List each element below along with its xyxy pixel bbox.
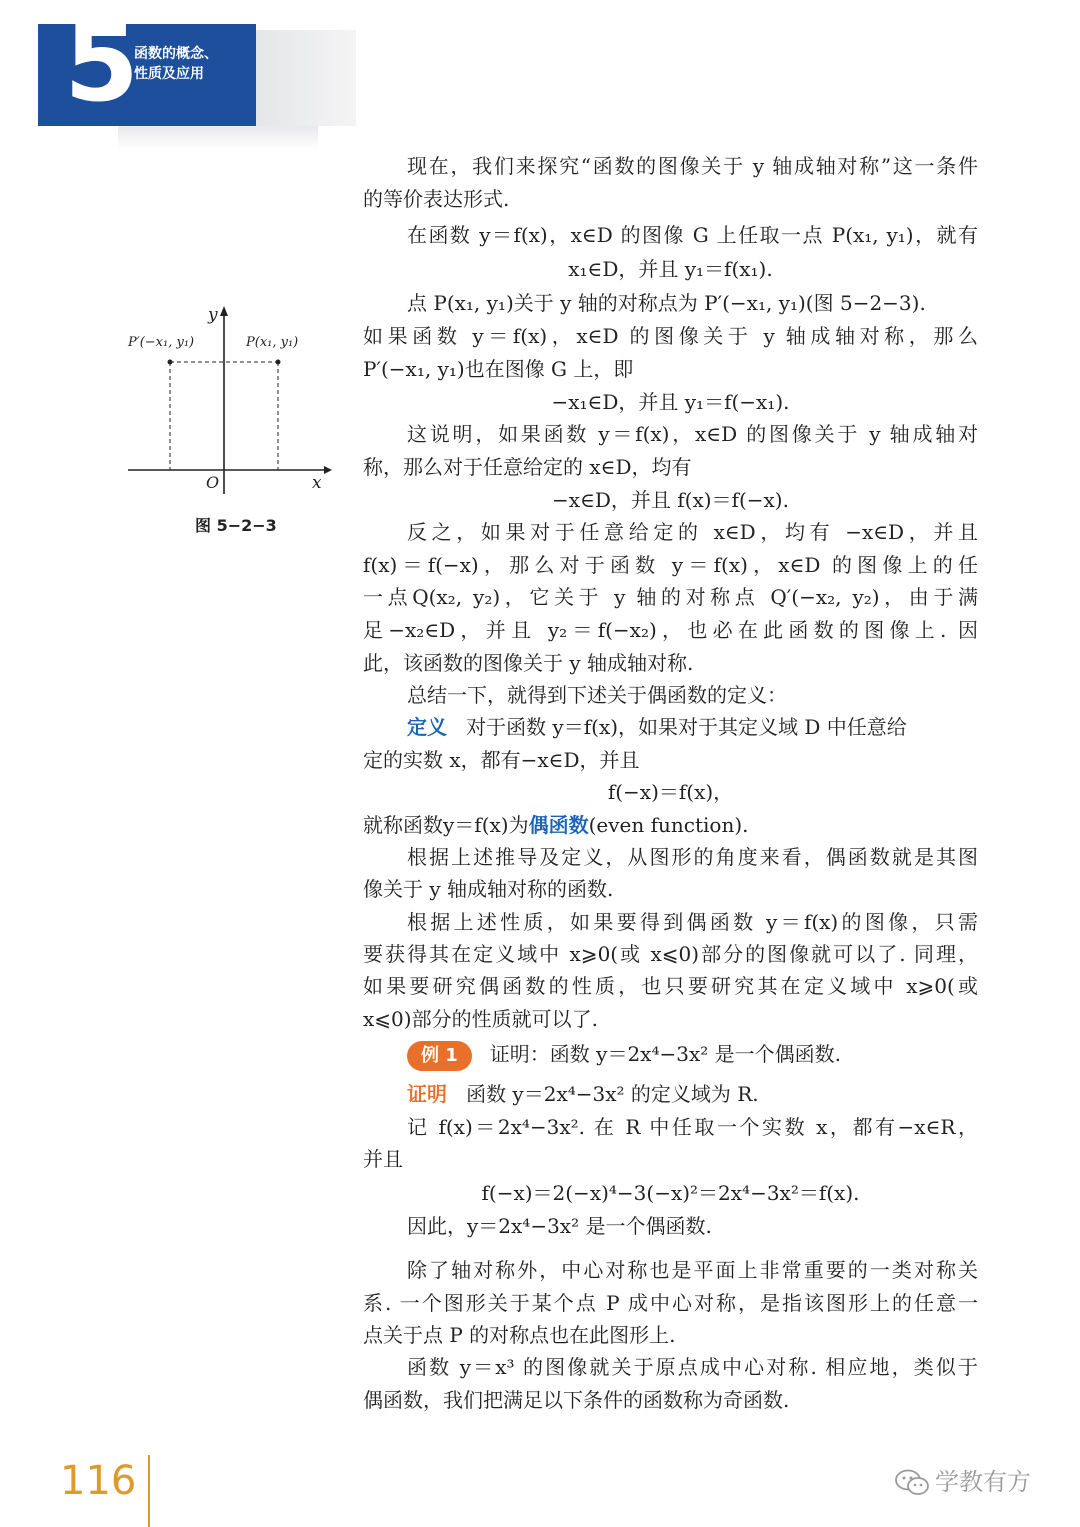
text-line: 如果要研究偶函数的性质，也只要研究其在定义域中 x⩾0(或: [363, 974, 978, 998]
chapter-banner: [38, 1, 318, 126]
text-line: 反之，如果对于任意给定的 x∈D，均有 −x∈D，并且: [407, 520, 978, 544]
chapter-title: [134, 44, 218, 84]
formula-line: −x∈D，并且 f(x)＝f(−x).: [552, 488, 789, 512]
text-line: 的等价表达形式.: [363, 187, 510, 211]
x-axis-label: x: [312, 473, 322, 493]
y-axis-label: y: [208, 305, 218, 325]
text-line: x⩽0)部分的性质就可以了.: [363, 1007, 598, 1031]
text-span: (even function).: [588, 813, 749, 837]
text-line: 偶函数，我们把满足以下条件的函数称为奇函数.: [363, 1388, 790, 1412]
text-line: 总结一下，就得到下述关于偶函数的定义：: [407, 683, 787, 707]
even-function-line: [363, 809, 978, 841]
text-line: f(x)＝f(−x)，那么对于函数 y＝f(x)，x∈D 的图像上的任: [363, 553, 978, 577]
proof-line: [407, 1078, 978, 1110]
example-text: 证明：函数 y＝2x⁴−3x² 是一个偶函数.: [489, 1042, 841, 1066]
text-line: 如果函数 y＝f(x)，x∈D 的图像关于 y 轴成轴对称，那么: [363, 324, 978, 348]
text-line: 在函数 y＝f(x)，x∈D 的图像 G 上任取一点 P(x₁, y₁)，就有: [407, 223, 978, 247]
symmetry-figure: [120, 298, 340, 498]
definition-text: 对于函数 y＝f(x)，如果对于其定义域 D 中任意给: [466, 715, 907, 739]
p-prime-label: P′(−x₁, y₁): [128, 335, 195, 350]
banner-shadow: [118, 126, 318, 150]
watermark-text: 学教有方: [935, 1468, 1031, 1496]
banner-blue-panel: [38, 1, 256, 126]
chapter-title-line-2: 性质及应用: [134, 66, 204, 82]
text-line: 根据上述推导及定义，从图形的角度来看，偶函数就是其图: [407, 845, 978, 869]
figure-caption: 图 5−2−3: [195, 516, 277, 535]
text-line: 根据上述性质，如果要得到偶函数 y＝f(x)的图像，只需: [407, 910, 978, 934]
point-p-prime: [168, 360, 173, 365]
text-span: 就称函数y＝f(x)为: [363, 813, 529, 837]
text-line: 系. 一个图形关于某个点 P 成中心对称，是指该图形上的任意一: [363, 1291, 978, 1315]
x-axis-arrow: [324, 466, 332, 474]
text-line: 像关于 y 轴成轴对称的函数.: [363, 877, 614, 901]
text-line: 称，那么对于任意给定的 x∈D，均有: [363, 455, 692, 479]
text-line: 除了轴对称外，中心对称也是平面上非常重要的一类对称关: [407, 1258, 978, 1282]
example-line: [407, 1038, 1022, 1070]
text-line: 一点Q(x₂, y₂)，它关于 y 轴的对称点 Q′(−x₂, y₂)，由于满: [363, 585, 978, 609]
text-line: P′(−x₁, y₁)也在图像 G 上，即: [363, 357, 634, 381]
even-function-term: 偶函数: [528, 813, 589, 837]
formula-line: x₁∈D，并且 y₁＝f(x₁).: [568, 257, 773, 281]
text-line: 要获得其在定义域中 x⩾0(或 x⩽0)部分的图像就可以了. 同理，: [363, 942, 978, 966]
page-divider: [148, 1455, 150, 1527]
text-line: 点 P(x₁, y₁)关于 y 轴的对称点为 P′(−x₁, y₁)(图 5−2−3).: [407, 291, 926, 315]
wechat-icon: [895, 1469, 929, 1497]
text-line: 足−x₂∈D，并且 y₂＝f(−x₂)，也必在此函数的图像上. 因: [363, 618, 978, 642]
text-line: 函数 y＝x³ 的图像就关于原点成中心对称. 相应地，类似于: [407, 1355, 978, 1379]
origin-label: O: [206, 473, 220, 492]
text-line: 这说明，如果函数 y＝f(x)，x∈D 的图像关于 y 轴成轴对: [407, 422, 978, 446]
point-p: [276, 360, 281, 365]
y-axis-arrow: [220, 306, 228, 316]
text-line: 定的实数 x，都有−x∈D，并且: [363, 748, 640, 772]
text-line: 点关于点 P 的对称点也在此图形上.: [363, 1323, 676, 1347]
definition-line: [407, 711, 978, 743]
example-badge: 例 1: [407, 1041, 472, 1071]
text-line: 记 f(x)＝2x⁴−3x². 在 R 中任取一个实数 x，都有−x∈R，: [407, 1115, 978, 1139]
text-line: 因此，y＝2x⁴−3x² 是一个偶函数.: [407, 1214, 712, 1238]
formula-line: f(−x)＝f(x)，: [607, 780, 734, 804]
chapter-number: 5: [64, 1, 140, 126]
text-line: 现在，我们来探究“函数的图像关于 y 轴成轴对称”这一条件: [407, 154, 978, 178]
text-line: 此，该函数的图像关于 y 轴成轴对称.: [363, 651, 694, 675]
p-label: P(x₁, y₁): [246, 335, 299, 350]
proof-text: 函数 y＝2x⁴−3x² 的定义域为 R.: [466, 1082, 759, 1106]
watermark: [895, 1462, 1031, 1497]
formula-line: f(−x)＝2(−x)⁴−3(−x)²＝2x⁴−3x²＝f(x).: [481, 1181, 860, 1205]
definition-label: 定义: [407, 715, 447, 739]
formula-line: −x₁∈D，并且 y₁＝f(−x₁).: [551, 390, 790, 414]
text-line: 并且: [363, 1147, 403, 1171]
page-number: 116: [60, 1458, 137, 1504]
proof-label: 证明: [407, 1082, 447, 1106]
chapter-title-line-1: 函数的概念、: [134, 46, 218, 62]
